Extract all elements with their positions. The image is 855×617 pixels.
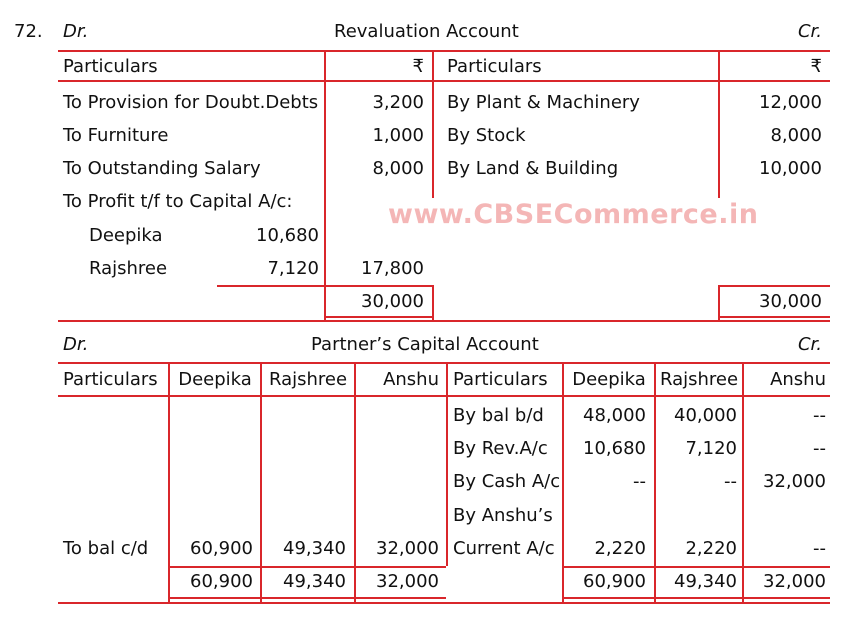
capital-header-deepika-right: Deepika	[572, 369, 646, 390]
capital-debit-label: To bal c/d	[63, 538, 149, 559]
capital-credit-deepika: --	[633, 471, 646, 492]
capital-debit-anshu: 32,000	[376, 538, 439, 559]
capital-total-right-rajshree: 49,340	[674, 571, 737, 592]
capital-double-rule-left	[168, 597, 446, 599]
capital-credit-label: By bal b/d	[453, 405, 544, 426]
reval-debit-label: To Provision for Doubt.Debts	[63, 92, 319, 113]
reval-credit-label: By Land & Building	[447, 158, 619, 179]
reval-total-rule-right	[718, 285, 830, 287]
reval-col-divider-right-lower	[718, 285, 720, 320]
reval-total-right: 30,000	[759, 291, 822, 312]
reval-profit-partner-name: Deepika	[89, 225, 163, 246]
reval-header-amount-right: ₹	[810, 56, 822, 77]
reval-bottom-rule	[58, 320, 830, 322]
question-number: 72.	[14, 21, 43, 42]
reval-double-rule-right	[718, 316, 830, 318]
reval-double-rule-left	[324, 316, 434, 318]
reval-credit-amount: 8,000	[770, 125, 822, 146]
reval-profit-total: 17,800	[361, 258, 424, 279]
capital-total-right-deepika: 60,900	[583, 571, 646, 592]
reval-credit-amount: 10,000	[759, 158, 822, 179]
reval-debit-amount: 1,000	[372, 125, 424, 146]
capital-credit-label: Current A/c	[453, 539, 555, 559]
capital-top-rule	[58, 362, 830, 364]
reval-profit-partner-amount: 7,120	[267, 258, 319, 279]
reval-total-left: 30,000	[361, 291, 424, 312]
reval-top-rule	[58, 50, 830, 52]
capital-header-particulars: Particulars	[63, 369, 158, 390]
reval-center-divider-lower	[432, 285, 434, 320]
capital-total-left-deepika: 60,900	[190, 571, 253, 592]
capital-header-rajshree-right: Rajshree	[659, 369, 739, 390]
reval-col-divider-right	[718, 50, 720, 198]
reval-col-divider	[324, 50, 326, 320]
reval-profit-partner-amount: 10,680	[256, 225, 319, 246]
capital-total-left-rajshree: 49,340	[283, 571, 346, 592]
capital-credit-deepika: 48,000	[583, 405, 646, 426]
reval-header-amount-left: ₹	[412, 56, 424, 77]
capital-header-rajshree: Rajshree	[268, 369, 348, 390]
capital-credit-rajshree: 2,220	[685, 538, 737, 559]
reval-center-divider	[432, 50, 434, 198]
reval-header-particulars-left: Particulars	[63, 56, 158, 77]
capital-cr-label: Cr.	[797, 334, 822, 355]
reval-debit-label: To Furniture	[63, 125, 169, 146]
capital-debit-deepika: 60,900	[190, 538, 253, 559]
reval-profit-partner-name: Rajshree	[89, 258, 168, 279]
reval-dr-label: Dr.	[63, 21, 89, 42]
capital-total-rule-right	[562, 566, 830, 568]
reval-credit-amount: 12,000	[759, 92, 822, 113]
capital-header-anshu-right: Anshu	[770, 369, 826, 390]
watermark: www.CBSECommerce.in	[388, 199, 759, 230]
capital-credit-rajshree: --	[724, 471, 737, 492]
reval-credit-label: By Plant & Machinery	[447, 92, 640, 113]
capital-credit-rajshree: 40,000	[674, 405, 737, 426]
capital-bottom-rule	[58, 602, 830, 604]
reval-header-particulars-right: Particulars	[447, 56, 542, 77]
capital-dr-label: Dr.	[63, 334, 89, 355]
reval-title: Revaluation Account	[334, 21, 519, 42]
reval-cr-label: Cr.	[797, 21, 822, 42]
capital-debit-rajshree: 49,340	[283, 538, 346, 559]
capital-credit-anshu: --	[813, 405, 826, 426]
capital-total-left-anshu: 32,000	[376, 571, 439, 592]
capital-credit-anshu: --	[813, 538, 826, 559]
capital-credit-rajshree: 7,120	[685, 438, 737, 459]
capital-credit-deepika: 2,220	[594, 538, 646, 559]
capital-credit-anshu: 32,000	[763, 471, 826, 492]
capital-center-divider	[446, 362, 448, 566]
reval-debit-amount: 8,000	[372, 158, 424, 179]
capital-header-particulars-right: Particulars	[453, 369, 548, 390]
capital-credit-label: By Anshu’s	[453, 505, 553, 526]
capital-credit-label: By Rev.A/c	[453, 438, 548, 459]
reval-credit-label: By Stock	[447, 125, 526, 146]
reval-total-rule-left	[324, 285, 434, 287]
reval-debit-label: To Profit t/f to Capital A/c:	[63, 191, 293, 212]
capital-header-anshu: Anshu	[383, 369, 439, 390]
capital-title: Partner’s Capital Account	[311, 334, 539, 355]
capital-credit-label: By Cash A/c	[453, 472, 561, 492]
capital-credit-anshu: --	[813, 438, 826, 459]
reval-debit-label: To Outstanding Salary	[63, 158, 261, 179]
capital-header-deepika: Deepika	[178, 369, 252, 390]
reval-debit-amount: 3,200	[372, 92, 424, 113]
reval-header-rule	[58, 80, 830, 82]
capital-credit-deepika: 10,680	[583, 438, 646, 459]
capital-total-rule-left	[168, 566, 446, 568]
capital-total-right-anshu: 32,000	[763, 571, 826, 592]
capital-header-rule	[58, 395, 830, 397]
capital-double-rule-right	[562, 597, 830, 599]
reval-subtotal-rule	[217, 285, 325, 287]
